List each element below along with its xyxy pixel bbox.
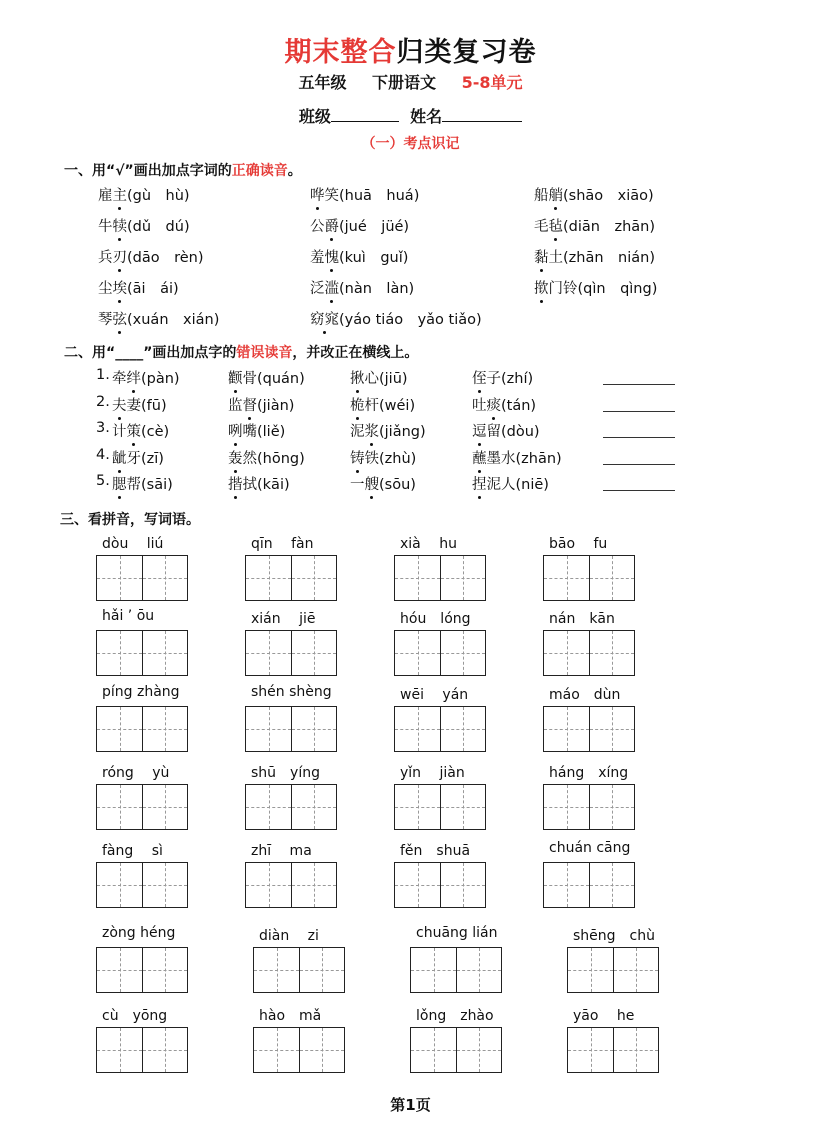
answer-line[interactable]	[603, 436, 675, 438]
pinyin-options: (dǔ dú)	[127, 219, 190, 235]
name-label: 姓名	[410, 107, 443, 126]
answer-line[interactable]	[603, 383, 675, 385]
word-prefix: 船	[534, 188, 549, 204]
writing-grid[interactable]	[96, 947, 188, 993]
grid-cell[interactable]	[291, 556, 336, 600]
pinyin-prompt: xià hu	[400, 536, 457, 552]
dotted-character: 艄	[549, 184, 564, 205]
pinyin-options: (tán)	[501, 397, 537, 414]
pinyin-options: (pàn)	[141, 371, 180, 387]
grid-cell[interactable]	[246, 556, 291, 600]
grid-cell[interactable]	[291, 863, 336, 907]
writing-grid[interactable]	[410, 1027, 502, 1073]
pinyin-prompt: hóu lóng	[400, 611, 471, 627]
q2-word-item[interactable]	[472, 473, 549, 494]
q2-word-item[interactable]	[112, 394, 167, 415]
pinyin-options: (āi ái)	[127, 281, 179, 297]
dotted-character: 揿	[534, 277, 549, 298]
word-suffix: 铁	[364, 450, 379, 467]
writing-grid[interactable]	[543, 862, 635, 908]
pinyin-prompt: yǐn jiàn	[400, 765, 465, 781]
grid-cell[interactable]	[299, 1028, 344, 1072]
pinyin-prompt: shén shèng	[251, 684, 332, 700]
q1-word-item[interactable]	[98, 277, 179, 298]
dotted-character: 绊	[127, 367, 142, 388]
pinyin-options: (zhù)	[379, 450, 417, 467]
q2-item-number: 1.	[96, 367, 110, 383]
grid-cell[interactable]	[568, 1028, 613, 1072]
pinyin-options: (quán)	[257, 371, 305, 387]
dotted-character: 铸	[350, 447, 365, 468]
pinyin-options: (jiū)	[379, 371, 408, 387]
q1-word-item[interactable]	[310, 184, 419, 205]
word-suffix: 心	[364, 371, 379, 387]
q1-word-item[interactable]	[310, 277, 414, 298]
grid-cell[interactable]	[246, 631, 291, 675]
page-number: 第1页	[390, 1096, 431, 1114]
dotted-character: 轰	[228, 447, 243, 468]
pinyin-prompt: fàng sì	[102, 843, 163, 859]
grid-cell[interactable]	[544, 631, 589, 675]
answer-line[interactable]	[603, 463, 675, 465]
writing-grid[interactable]	[245, 555, 337, 601]
grid-cell[interactable]	[568, 948, 613, 992]
q2-item-number: 5.	[96, 473, 110, 489]
page-title	[0, 30, 821, 69]
q2-word-item[interactable]	[472, 420, 540, 441]
word-suffix: 留	[486, 424, 501, 440]
word-suffix: 牙	[126, 450, 141, 467]
dotted-character: 滥	[325, 277, 340, 298]
writing-grid[interactable]	[394, 630, 486, 676]
grid-cell[interactable]	[589, 863, 634, 907]
pinyin-options: (dāo rèn)	[127, 250, 204, 266]
pinyin-options: (nàn làn)	[339, 281, 415, 297]
pinyin-prompt: hǎi ’ ōu	[102, 608, 155, 624]
dotted-character: 哗	[310, 184, 325, 205]
word-suffix: 泥人	[486, 477, 516, 493]
q2-word-item[interactable]	[350, 420, 426, 441]
pinyin-prompt: róng yù	[102, 765, 170, 781]
pinyin-prompt: yāo he	[573, 1008, 635, 1024]
pinyin-prompt: bāo fu	[549, 536, 608, 552]
pinyin-prompt: xián jiē	[251, 611, 316, 627]
q1-word-item[interactable]	[98, 308, 219, 329]
q1-word-item[interactable]	[534, 215, 655, 236]
writing-grid[interactable]	[245, 630, 337, 676]
dotted-character: 窈窕	[310, 308, 339, 329]
student-info-line	[0, 104, 821, 127]
writing-grid[interactable]	[245, 862, 337, 908]
q2-heading	[64, 342, 418, 362]
name-blank[interactable]	[442, 107, 522, 122]
grid-cell[interactable]	[440, 707, 485, 751]
dotted-character: 桅	[350, 394, 365, 415]
grid-cell[interactable]	[142, 863, 187, 907]
grid-cell[interactable]	[291, 631, 336, 675]
q2-highlight: 错误读音	[236, 345, 293, 361]
pinyin-options: (jiàn)	[257, 397, 295, 414]
pinyin-prompt: píng zhàng	[102, 684, 180, 700]
grid-cell[interactable]	[142, 948, 187, 992]
grid-cell[interactable]	[395, 631, 440, 675]
q1-highlight: 正确读音	[231, 163, 288, 179]
word-suffix: 杆	[364, 397, 379, 414]
grid-cell[interactable]	[411, 1028, 456, 1072]
pinyin-prompt: nán kān	[549, 611, 615, 627]
grid-cell[interactable]	[254, 948, 299, 992]
pinyin-prompt: máo dùn	[549, 687, 621, 703]
grid-cell[interactable]	[97, 948, 142, 992]
q2-word-item[interactable]	[228, 367, 305, 388]
word-suffix: 妻	[126, 397, 141, 414]
q2-word-item[interactable]	[228, 420, 285, 441]
grid-cell[interactable]	[440, 556, 485, 600]
pinyin-prompt: chuāng lián	[416, 925, 498, 941]
word-suffix: 骨	[242, 371, 257, 387]
pinyin-options: (kuì guǐ)	[339, 250, 409, 266]
word-prefix: 羞	[310, 250, 325, 266]
pinyin-options: (sōu)	[379, 477, 416, 493]
writing-grid[interactable]	[394, 784, 486, 830]
word-suffix: 土	[548, 250, 563, 266]
q1-prefix: 一、用“√”画出加点字词的	[64, 163, 232, 179]
grid-cell[interactable]	[411, 948, 456, 992]
word-suffix: 笑	[324, 188, 339, 204]
grid-cell[interactable]	[246, 863, 291, 907]
grid-cell[interactable]	[97, 707, 142, 751]
grid-cell[interactable]	[613, 948, 658, 992]
q2-word-item[interactable]	[228, 394, 294, 415]
dotted-character: 腮	[112, 473, 127, 494]
grid-cell[interactable]	[142, 785, 187, 829]
q1-heading	[64, 160, 302, 180]
q2-word-item[interactable]	[112, 473, 173, 494]
word-suffix: 门铃	[548, 281, 578, 297]
pinyin-options: (wéi)	[379, 397, 416, 414]
grid-cell[interactable]	[589, 631, 634, 675]
pinyin-options: (zhān nián)	[563, 250, 655, 266]
q2-word-item[interactable]	[350, 447, 416, 468]
pinyin-prompt: zhī ma	[251, 843, 312, 859]
word-prefix: 泥	[350, 424, 365, 440]
pinyin-options: (kāi)	[257, 477, 290, 493]
grid-cell[interactable]	[97, 556, 142, 600]
q2-word-item[interactable]	[112, 420, 169, 441]
writing-grid[interactable]	[567, 1027, 659, 1073]
writing-grid[interactable]	[253, 947, 345, 993]
pinyin-options: (jiǎng)	[379, 424, 426, 440]
q1-word-item[interactable]	[98, 184, 190, 205]
writing-grid[interactable]	[245, 784, 337, 830]
writing-grid[interactable]	[245, 706, 337, 752]
grid-cell[interactable]	[544, 785, 589, 829]
writing-grid[interactable]	[96, 555, 188, 601]
grid-cell[interactable]	[589, 785, 634, 829]
pinyin-options: (xuán xián)	[127, 312, 220, 328]
q2-word-item[interactable]	[350, 367, 408, 388]
dotted-character: 龇	[112, 447, 127, 468]
grid-cell[interactable]	[97, 785, 142, 829]
pinyin-prompt: zòng héng	[102, 925, 176, 941]
writing-grid[interactable]	[96, 706, 188, 752]
pinyin-prompt: shēng chù	[573, 928, 655, 944]
word-prefix: 尘	[98, 281, 113, 297]
q2-word-item[interactable]	[472, 394, 536, 415]
pinyin-options: (qìn qìng)	[577, 281, 658, 297]
grid-cell[interactable]	[544, 556, 589, 600]
answer-line[interactable]	[603, 489, 675, 491]
word-suffix: 然	[242, 450, 257, 467]
word-prefix: 公	[310, 219, 325, 235]
pinyin-options: (liě)	[257, 424, 286, 440]
grid-cell[interactable]	[254, 1028, 299, 1072]
title-black: 归类复习卷	[396, 37, 537, 68]
q1-word-item[interactable]	[98, 215, 190, 236]
pinyin-options: (zhān)	[515, 450, 562, 467]
q2-word-item[interactable]	[350, 473, 416, 494]
q1-word-item[interactable]	[534, 277, 657, 298]
q2-word-item[interactable]	[228, 447, 305, 468]
pinyin-options: (zī)	[141, 450, 164, 467]
writing-grid[interactable]	[567, 947, 659, 993]
dotted-character: 策	[127, 420, 142, 441]
grid-cell[interactable]	[589, 556, 634, 600]
grid-cell[interactable]	[440, 863, 485, 907]
pinyin-prompt: wēi yán	[400, 687, 469, 703]
writing-grid[interactable]	[394, 862, 486, 908]
pinyin-prompt: dòu liú	[102, 536, 164, 552]
writing-grid[interactable]	[96, 784, 188, 830]
q2-word-item[interactable]	[112, 447, 164, 468]
grid-cell[interactable]	[395, 785, 440, 829]
pinyin-prompt: diàn zi	[259, 928, 319, 944]
writing-grid[interactable]	[394, 555, 486, 601]
grid-cell[interactable]	[613, 1028, 658, 1072]
dotted-character: 爵	[325, 215, 340, 236]
dotted-character: 埃	[113, 277, 128, 298]
pinyin-options: (niē)	[515, 477, 549, 493]
q2-word-item[interactable]	[228, 473, 290, 494]
subtitle	[0, 70, 821, 93]
units-label: 5-8单元	[461, 73, 523, 92]
grid-cell[interactable]	[299, 948, 344, 992]
dotted-character: 捏	[472, 473, 487, 494]
q2-word-item[interactable]	[472, 447, 562, 468]
grid-cell[interactable]	[142, 631, 187, 675]
word-prefix: 毛	[534, 219, 549, 235]
grid-cell[interactable]	[97, 863, 142, 907]
q1-word-item[interactable]	[98, 246, 204, 267]
writing-grid[interactable]	[543, 784, 635, 830]
grid-cell[interactable]	[291, 707, 336, 751]
dotted-character: 毡	[549, 215, 564, 236]
dotted-character: 颧	[228, 367, 243, 388]
grid-cell[interactable]	[395, 556, 440, 600]
writing-grid[interactable]	[253, 1027, 345, 1073]
word-prefix: 监	[228, 397, 243, 414]
q1-suffix: 。	[287, 163, 302, 179]
dotted-character: 侄	[472, 367, 487, 388]
word-prefix: 牵	[112, 371, 127, 387]
grid-cell[interactable]	[291, 785, 336, 829]
grid-cell[interactable]	[456, 1028, 501, 1072]
writing-grid[interactable]	[410, 947, 502, 993]
q1-word-item[interactable]	[534, 246, 655, 267]
dotted-character: 蘸	[472, 447, 487, 468]
pinyin-options: (hōng)	[257, 450, 305, 467]
pinyin-options: (fū)	[141, 397, 167, 414]
class-label: 班级	[298, 107, 331, 126]
q1-word-item[interactable]	[310, 246, 408, 267]
dotted-character: 督	[243, 394, 258, 415]
pinyin-prompt: shū yíng	[251, 765, 320, 781]
grid-cell[interactable]	[246, 707, 291, 751]
pinyin-prompt: háng xíng	[549, 765, 629, 781]
dotted-character: 逗	[472, 420, 487, 441]
q2-word-item[interactable]	[112, 367, 180, 388]
grid-cell[interactable]	[440, 785, 485, 829]
word-suffix: 嘴	[242, 424, 257, 440]
dotted-character: 犊	[113, 215, 128, 236]
pinyin-options: (zhí)	[501, 371, 534, 387]
pinyin-prompt: fěn shuā	[400, 843, 471, 859]
grid-cell[interactable]	[440, 631, 485, 675]
pinyin-options: (cè)	[141, 424, 170, 440]
q2-item-number: 4.	[96, 446, 110, 463]
dotted-character: 夫	[112, 394, 127, 415]
grid-cell[interactable]	[456, 948, 501, 992]
dotted-character: 刃	[113, 246, 128, 267]
pinyin-options: (jué jüé)	[339, 219, 410, 235]
writing-grid[interactable]	[543, 706, 635, 752]
grid-cell[interactable]	[395, 707, 440, 751]
word-prefix: 牛	[98, 219, 113, 235]
dotted-character: 咧	[228, 420, 243, 441]
word-suffix: 子	[486, 371, 501, 387]
word-prefix: 兵	[98, 250, 113, 266]
q2-suffix: ，并改正在横线上。	[292, 345, 419, 361]
grid-cell[interactable]	[589, 707, 634, 751]
pinyin-prompt: chuán cāng	[549, 840, 631, 856]
word-prefix: 计	[112, 424, 127, 440]
grid-cell[interactable]	[544, 707, 589, 751]
dotted-character: 艘	[365, 473, 380, 494]
q1-word-item[interactable]	[310, 308, 482, 329]
word-prefix: 泛	[310, 281, 325, 297]
pinyin-prompt: qīn fàn	[251, 536, 314, 552]
pinyin-options: (yáo tiáo yǎo tiǎo)	[339, 312, 482, 328]
pinyin-options: (sāi)	[141, 477, 173, 493]
q2-item-number: 2.	[96, 393, 110, 410]
writing-grid[interactable]	[96, 1027, 188, 1073]
pinyin-prompt: lǒng zhào	[416, 1008, 494, 1024]
grid-cell[interactable]	[246, 785, 291, 829]
answer-line[interactable]	[603, 410, 675, 412]
pinyin-options: (diān zhān)	[563, 219, 655, 235]
grade-label: 五年级	[298, 73, 347, 92]
title-red: 期末整合	[284, 37, 397, 68]
dotted-character: 愧	[325, 246, 340, 267]
dotted-character: 主	[113, 184, 128, 205]
q2-prefix: 二、用“____”画出加点字的	[64, 345, 237, 361]
pinyin-options: (shāo xiāo)	[563, 188, 654, 204]
word-prefix: 吐	[472, 397, 487, 414]
writing-grid[interactable]	[543, 630, 635, 676]
pinyin-options: (gù hù)	[127, 188, 190, 204]
grid-cell[interactable]	[142, 1028, 187, 1072]
writing-grid[interactable]	[96, 862, 188, 908]
pinyin-options: (dòu)	[501, 424, 540, 440]
word-prefix: 一	[350, 477, 365, 493]
word-prefix: 雇	[98, 188, 113, 204]
grid-cell[interactable]	[395, 863, 440, 907]
word-suffix: 帮	[126, 477, 141, 493]
grid-cell[interactable]	[97, 1028, 142, 1072]
grid-cell[interactable]	[544, 863, 589, 907]
q2-item-number: 3.	[96, 420, 110, 436]
grid-cell[interactable]	[142, 707, 187, 751]
dotted-character: 弦	[113, 308, 128, 329]
class-blank[interactable]	[331, 107, 399, 122]
dotted-character: 痰	[487, 394, 502, 415]
word-suffix: 墨水	[486, 450, 516, 467]
writing-grid[interactable]	[543, 555, 635, 601]
q1-word-item[interactable]	[534, 184, 654, 205]
writing-grid[interactable]	[96, 630, 188, 676]
q2-word-item[interactable]	[350, 394, 415, 415]
book-label: 下册语文	[372, 73, 437, 92]
part-heading: （一）考点识记	[361, 136, 460, 152]
word-suffix: 拭	[242, 477, 257, 493]
grid-cell[interactable]	[97, 631, 142, 675]
pinyin-prompt: hào mǎ	[259, 1008, 322, 1024]
dotted-character: 浆	[365, 420, 380, 441]
pinyin-prompt: cù yōng	[102, 1008, 168, 1024]
word-prefix: 琴	[98, 312, 113, 328]
q2-word-item[interactable]	[472, 367, 533, 388]
dotted-character: 黏	[534, 246, 549, 267]
writing-grid[interactable]	[394, 706, 486, 752]
q1-word-item[interactable]	[310, 215, 409, 236]
dotted-character: 揪	[350, 367, 365, 388]
q3-heading: 三、看拼音，写词语。	[60, 512, 200, 528]
pinyin-options: (huā huá)	[339, 188, 420, 204]
dotted-character: 揩	[228, 473, 243, 494]
grid-cell[interactable]	[142, 556, 187, 600]
